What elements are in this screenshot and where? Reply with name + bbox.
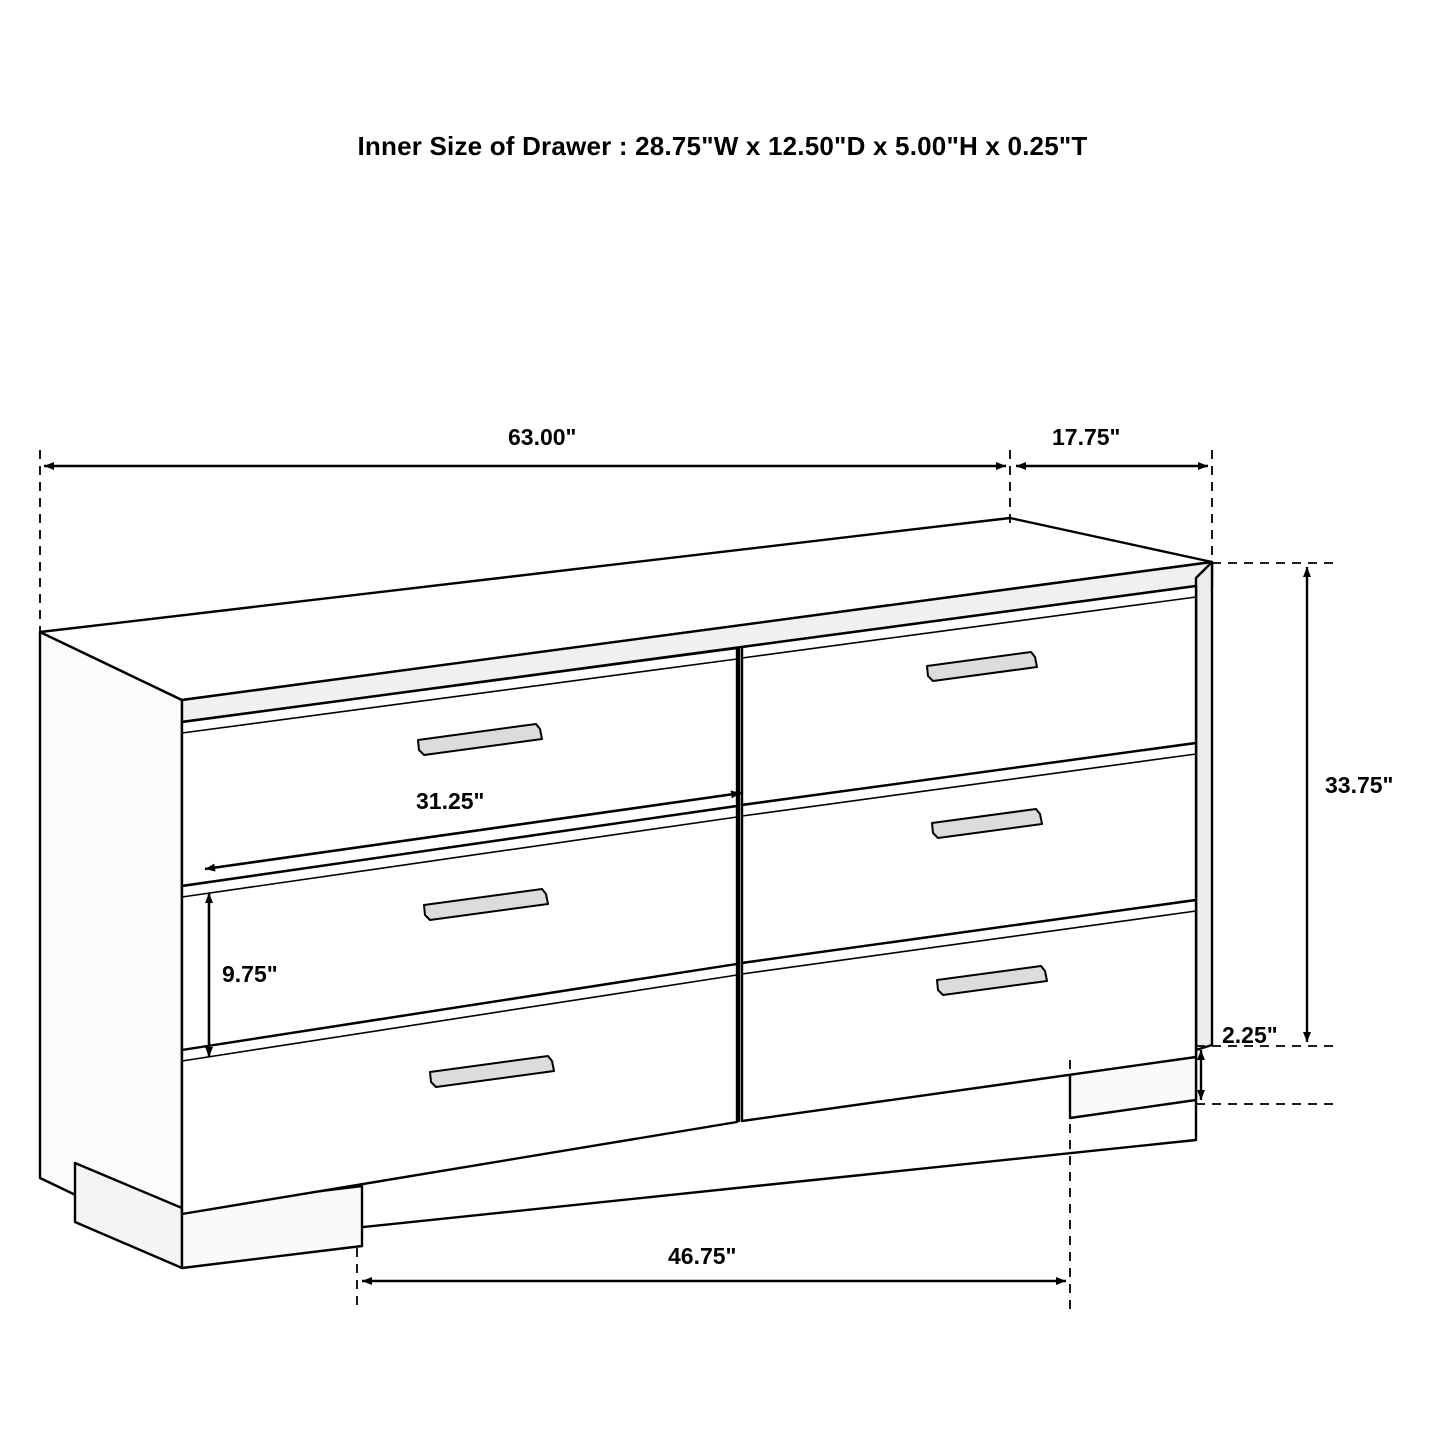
page-title: Inner Size of Drawer : 28.75"W x 12.50"D x 5.00"H x 0.25"T	[357, 131, 1088, 161]
label-overall-depth: 17.75"	[1052, 424, 1121, 450]
label-drawer-inner-width: 31.25"	[416, 788, 485, 814]
label-base-height: 2.25"	[1222, 1022, 1278, 1048]
dresser-illustration	[40, 518, 1212, 1268]
dresser-right-side-panel	[1196, 562, 1212, 1050]
label-base-width: 46.75"	[668, 1243, 737, 1269]
dresser-left-side-panel	[40, 632, 182, 1246]
label-overall-width: 63.00"	[508, 424, 577, 450]
label-overall-height: 33.75"	[1325, 772, 1394, 798]
label-drawer-height: 9.75"	[222, 961, 278, 987]
